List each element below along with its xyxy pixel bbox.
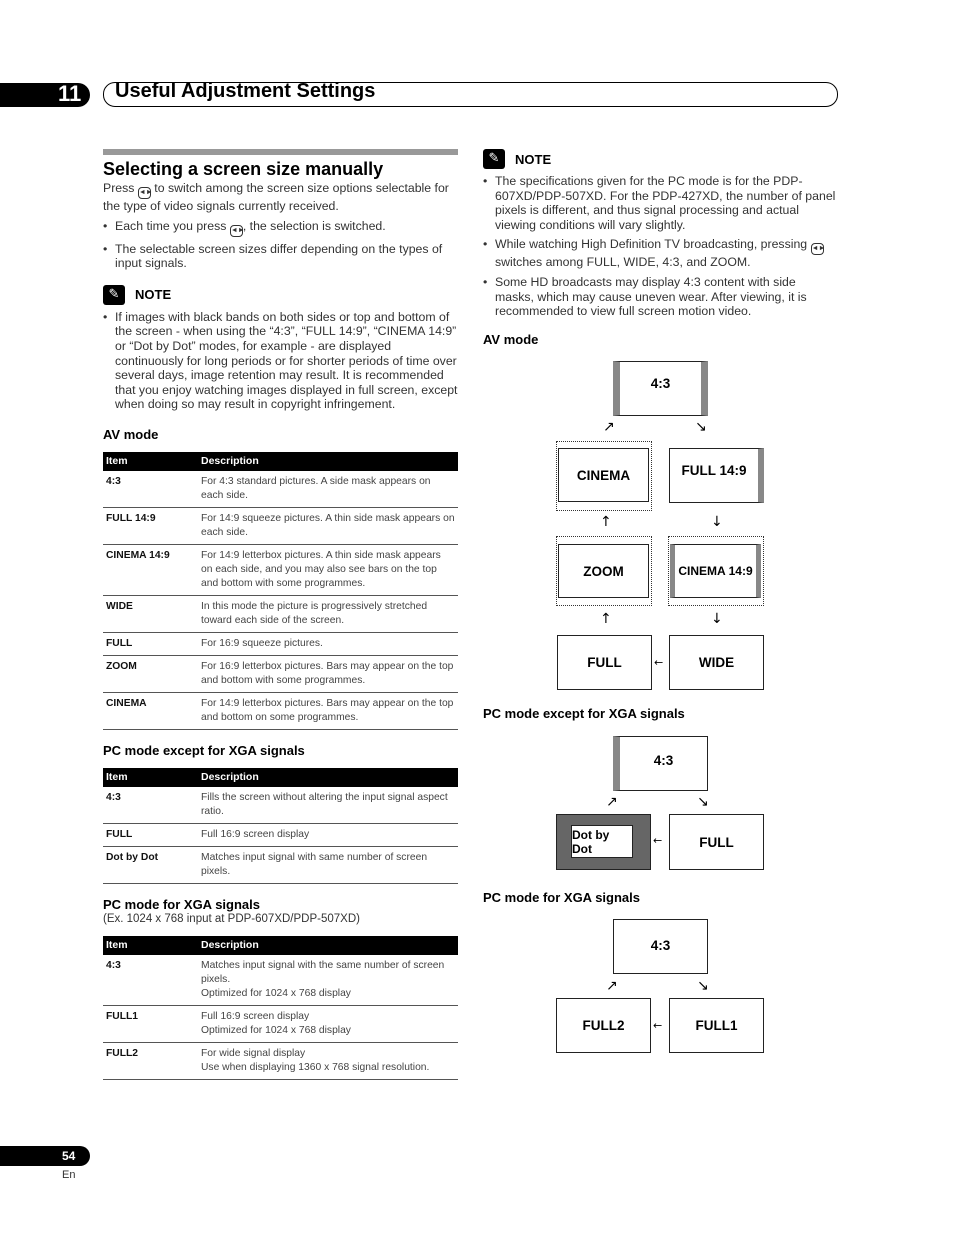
chapter-title: Useful Adjustment Settings	[115, 80, 376, 102]
arrow-up-right-icon: ↗	[606, 978, 618, 994]
table-row: WIDE In this mode the picture is progressively stretched toward each side of the screen.	[103, 595, 458, 632]
list-item: • Some HD broadcasts may display 4:3 content with side masks, which may cause uneven wear. After viewing, it is recommended to view full screen motion video.	[483, 275, 838, 319]
list-item: • While watching High Definition TV broadcasting, pressing ◄► switches among FULL, WIDE, 4:3, and ZOOM.	[483, 237, 838, 270]
intro-before: Press	[103, 181, 135, 195]
intro-text	[103, 181, 458, 214]
table-row: FULL 14:9 For 14:9 squeeze pictures. A thin side mask appears on each side.	[103, 507, 458, 544]
diagram-box-full: FULL	[669, 814, 764, 870]
table-row: FULL For 16:9 squeeze pictures.	[103, 632, 458, 655]
diagram-box-cinema-14-9: CINEMA 14:9	[668, 536, 764, 606]
table-row: CINEMA For 14:9 letterbox pictures. Bars may appear on the top and bottom on some programmes.	[103, 692, 458, 729]
column-header-description: Description	[198, 452, 458, 471]
left-column	[103, 149, 458, 1080]
pencil-note-icon: ✎	[483, 149, 505, 169]
diagram-box-full2: FULL2	[556, 998, 651, 1053]
diagram-box-full1: FULL1	[669, 998, 764, 1053]
arrow-left-icon: ←	[653, 834, 663, 847]
table-row: FULL2 For wide signal display Use when displaying 1360 x 768 signal resolution.	[103, 1042, 458, 1079]
diagram-box-full: FULL	[557, 635, 652, 690]
table-row: 4:3 For 4:3 standard pictures. A side mask appears on each side.	[103, 471, 458, 508]
av-mode-heading: AV mode	[103, 426, 159, 442]
arrow-up-icon: ↑	[600, 611, 612, 627]
arrow-down-right-icon: ↘	[697, 794, 709, 810]
diagram-box-dot-by-dot: Dot by Dot	[556, 814, 651, 870]
arrow-up-right-icon: ↗	[606, 794, 618, 810]
list-item: • Each time you press ◄►, the selection is switched.	[103, 219, 458, 237]
pc-diagram-heading: PC mode except for XGA signals	[483, 706, 685, 721]
note-heading	[483, 149, 838, 169]
intro-after: to switch among the screen size options selectable for the type of video signals currently received.	[103, 181, 449, 213]
list-item: • The specifications given for the PC mode is for the PDP-607XD/PDP-507XD. For the PDP-427XD, the number of panel pixels is different, and thus signal processing and actual viewing conditions will vary slightly.	[483, 174, 838, 232]
arrow-up-icon: ↑	[600, 514, 612, 530]
screen-size-button-icon: ◄►	[811, 243, 824, 255]
section-title: Selecting a screen size manually	[103, 159, 384, 179]
diagram-box-4-3: 4:3	[613, 361, 708, 416]
arrow-left-icon: ←	[653, 1019, 663, 1032]
column-header-item: Item	[103, 936, 198, 955]
table-row: ZOOM For 16:9 letterbox pictures. Bars may appear on the top and bottom with some programmes.	[103, 655, 458, 692]
xga-mode-subnote: (Ex. 1024 x 768 input at PDP-607XD/PDP-507XD)	[103, 912, 360, 925]
note-label: NOTE	[515, 151, 552, 167]
table-row: Dot by Dot Matches input signal with same number of screen pixels.	[103, 846, 458, 883]
arrow-down-right-icon: ↘	[695, 419, 707, 435]
table-row: FULL1 Full 16:9 screen display Optimized for 1024 x 768 display	[103, 1005, 458, 1042]
page-number: 54	[62, 1149, 76, 1163]
xga-mode-heading: PC mode for XGA signals	[103, 896, 260, 912]
screen-size-button-icon: ◄►	[230, 225, 243, 237]
table-row: 4:3 Fills the screen without altering the input signal aspect ratio.	[103, 787, 458, 824]
arrow-down-icon: ↓	[711, 514, 723, 530]
diagram-box-zoom: ZOOM	[556, 536, 652, 606]
screen-size-button-icon: ◄►	[138, 187, 151, 199]
list-item: • The selectable screen sizes differ depending on the types of input signals.	[103, 242, 458, 271]
note-bullets	[103, 310, 458, 412]
note-label: NOTE	[135, 287, 172, 303]
diagram-box-cinema: CINEMA	[556, 441, 652, 511]
table-row: 4:3 Matches input signal with the same number of screen pixels. Optimized for 1024 x 768 display	[103, 955, 458, 1006]
xga-diagram-heading: PC mode for XGA signals	[483, 890, 640, 905]
list-item: • If images with black bands on both sides or top and bottom of the screen - when using the “4:3”, “FULL 14:9”, “CINEMA 14:9” or “Dot by Dot” modes, for example - are displayed continuously for long periods or for shorter periods of time over several days, image retention may result. It is recommended that you enjoy watching images displayed in full screen, except when doing so may result in copyright infringement.	[103, 310, 458, 412]
diagram-box-wide: WIDE	[669, 635, 764, 690]
diagram-box-4-3: 4:3	[613, 736, 708, 791]
xga-mode-table	[103, 936, 458, 1080]
pc-mode-table	[103, 768, 458, 884]
av-mode-table	[103, 452, 458, 730]
pc-mode-heading: PC mode except for XGA signals	[103, 742, 305, 758]
table-row: FULL Full 16:9 screen display	[103, 823, 458, 846]
chapter-number: 11	[58, 81, 82, 106]
column-header-item: Item	[103, 768, 198, 787]
column-header-description: Description	[198, 768, 458, 787]
diagram-box-4-3: 4:3	[613, 919, 708, 974]
intro-bullets	[103, 219, 458, 271]
av-diagram-heading: AV mode	[483, 332, 539, 347]
column-header-description: Description	[198, 936, 458, 955]
note-bullets	[483, 174, 838, 319]
section-bar	[103, 149, 458, 155]
pencil-note-icon: ✎	[103, 285, 125, 305]
arrow-down-right-icon: ↘	[697, 978, 709, 994]
table-row: CINEMA 14:9 For 14:9 letterbox pictures. A thin side mask appears on each side, and you may also see bars on the top and bottom with some programmes.	[103, 544, 458, 595]
page-language: En	[62, 1169, 76, 1181]
page-number-tab	[0, 1146, 90, 1166]
note-heading	[103, 285, 458, 305]
column-header-item: Item	[103, 452, 198, 471]
arrow-left-icon: ←	[654, 656, 664, 669]
diagram-box-full-14-9: FULL 14:9	[669, 448, 764, 503]
right-column	[483, 149, 838, 319]
arrow-up-right-icon: ↗	[603, 419, 615, 435]
arrow-down-icon: ↓	[711, 611, 723, 627]
